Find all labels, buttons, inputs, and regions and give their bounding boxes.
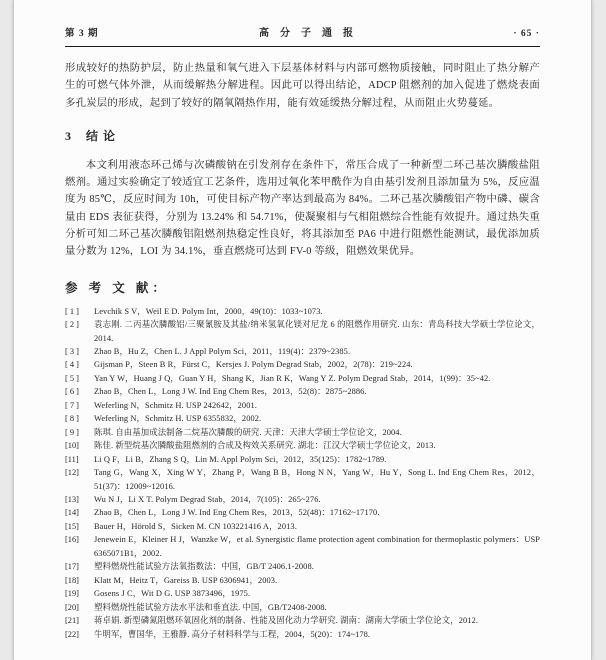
reference-label: [22]: [65, 629, 79, 639]
section-heading-conclusion: [65, 127, 540, 144]
reference-label: [14]: [65, 508, 79, 518]
reference-item: [65, 305, 540, 318]
reference-text: 袁志刚. 二丙基次膦酸铝/三聚氰胺及其盐/纳米氢氧化镁对尼龙 6 的阻燃作用研究. 山东：青岛科技大学硕士学位论文，2014.: [94, 320, 540, 343]
reference-item: [65, 412, 540, 425]
reference-item: [65, 399, 540, 412]
reference-item: [65, 358, 540, 371]
reference-label: [10]: [65, 441, 79, 451]
reference-text: 牛明军，曹国华，王雅静. 高分子材料科学与工程，2004，5(20)：174~178.: [94, 629, 371, 639]
reference-item: [65, 493, 540, 506]
reference-label: [ 7 ]: [65, 400, 79, 410]
reference-text: Gijsman P，Steen B R，Fürst C，Kersjes J. Polym Degrad Stab，2002，2(78)：219~224.: [94, 360, 413, 370]
reference-text: Zhao B，Hu Z，Chen L. J Appl Polym Sci，2011，119(4)：2379~2385.: [94, 347, 351, 357]
reference-item: [65, 587, 540, 600]
reference-text: 蒋卓娟. 新型磷氮阻燃环氧固化剂的制备、性能及固化动力学研究. 湖南：湖南大学硕士学位论文，2012.: [94, 616, 479, 626]
reference-label: [ 2 ]: [65, 320, 79, 330]
reference-item: [65, 439, 540, 452]
reference-item: [65, 533, 540, 560]
references-list: [65, 305, 540, 641]
reference-item: [65, 520, 540, 533]
reference-label: [11]: [65, 454, 79, 464]
reference-text: 陈佳. 新型烷基次膦酸盐阻燃剂的合成及构效关系研究. 湖北：江汉大学硕士学位论文，2013.: [94, 441, 436, 451]
header-rule: [65, 46, 540, 47]
reference-item: [65, 318, 540, 345]
reference-text: Yan Y W，Huang J Q，Guan Y H，Shang K，Jian R K，Wang Y Z. Polym Degrad Stab，2014，1(99)：35~42.: [94, 373, 491, 383]
reference-item: [65, 345, 540, 358]
reference-label: [16]: [65, 535, 79, 545]
conclusion-paragraph: 本文利用液态环己烯与次磷酸钠在引发剂存在条件下，常压合成了一种新型二环己基次膦酸盐阻燃剂。通过实验确定了较适宜工艺条件，选用过氧化苯甲酰作为自由基引发剂且添加量为 5%，反应温度为 85℃，反应时间为 10h，可使目标产物产率达到最高为 84%。二环己基次膦酸铝产物中磷、碳含量由 EDS 表征获得，分别为 13.24% 和 54.71%，使凝聚相与气相阻燃综合性能有效提升。通过热失重分析可知二环己基次膦酸铝阻燃剂热稳定性良好，将其添加至 PA6 中进行阻燃性能测试，最优添加质量分数为 12%，LOI 为 34.1%，垂直燃烧可达到 FV-0 等级，阻燃效果优异。: [65, 159, 540, 258]
reference-text: Weferling N，Schmitz H. USP 6355832，2002.: [94, 414, 262, 424]
reference-item: [65, 385, 540, 398]
reference-text: Zhao B，Chen L，Long J W. Ind Eng Chem Res，2013，52(48)：17162~17170.: [94, 508, 380, 518]
page-content: [14, 0, 591, 641]
paper-page: [13, 0, 592, 660]
reference-text: Weferling N，Schmitz H. USP 242642，2001.: [94, 400, 257, 410]
reference-text: Levchik S V，Weil E D. Polym Int，2000，49(10)：1033~1073.: [94, 306, 323, 316]
reference-text: 塑料燃烧性能试验方法水平法和垂直法. 中国，GB/T2408-2008.: [94, 602, 327, 612]
reference-item: [65, 628, 540, 641]
reference-text: 塑料燃烧性能试验方法氧指数法：中国，GB/T 2406.1-2008.: [94, 562, 314, 572]
reference-text: Jenewein E，Kleiner H J，Wanzke W，et al. Synergistic flame protection agent combination for thermoplastic polymers：USP 6365071B1，2002.: [94, 535, 540, 558]
reference-label: [15]: [65, 521, 79, 531]
section-number: 3: [65, 128, 72, 143]
reference-text: Wu N J，Li X T. Polym Degrad Stab，2014，7(105)：265~276.: [94, 495, 321, 505]
reference-label: [17]: [65, 562, 79, 572]
reference-text: Gosens J C，Wit D G. USP 3873496，1975.: [94, 589, 251, 599]
reference-label: [ 5 ]: [65, 373, 79, 383]
references-heading: 参 考 文 献：: [65, 280, 169, 295]
reference-label: [19]: [65, 589, 79, 599]
reference-item: [65, 426, 540, 439]
journal-title: 高分子通报: [258, 28, 364, 39]
reference-label: [ 3 ]: [65, 347, 79, 357]
reference-label: [ 8 ]: [65, 414, 79, 424]
reference-item: [65, 614, 540, 627]
reference-item: [65, 466, 540, 493]
reference-label: [ 6 ]: [65, 387, 79, 397]
reference-label: [12]: [65, 468, 79, 478]
reference-text: Klatt M，Heitz T，Gareiss B. USP 6306941，2003.: [94, 575, 278, 585]
reference-item: [65, 601, 540, 614]
reference-text: Li Q F，Li B，Zhang S Q，Lin M. Appl Polym Sci，2012，35(125)：1782~1789.: [94, 454, 387, 464]
reference-text: Zhao B，Chen L，Long J W. Ind Eng Chem Res，2013，52(8)：2875~2886.: [94, 387, 367, 397]
reference-item: [65, 560, 540, 573]
reference-label: [ 4 ]: [65, 360, 79, 370]
reference-text: Bauer H，Hörold S，Sicken M. CN 103221416 A，2013.: [94, 521, 297, 531]
section-title: 结 论: [86, 128, 117, 143]
reference-label: [20]: [65, 602, 79, 612]
reference-item: [65, 574, 540, 587]
page-number: · 65 ·: [513, 29, 540, 39]
issue-number: 第 3 期: [65, 29, 99, 39]
reference-label: [ 1 ]: [65, 306, 79, 316]
reference-label: [18]: [65, 575, 79, 585]
reference-label: [ 9 ]: [65, 427, 79, 437]
running-header: [65, 24, 540, 39]
reference-label: [21]: [65, 616, 79, 626]
reference-label: [13]: [65, 495, 79, 505]
reference-item: [65, 506, 540, 519]
reference-text: Tang G，Wang X，Xing W Y，Zhang P，Wang B B，Hong N N，Yang W，Hu Y，Song L. Ind Eng Chem Res，2012，51(37)：12009~12016.: [94, 468, 540, 491]
reference-text: 陈琪. 自由基加成法制备二烷基次膦酸的研究. 天津：天津大学硕士学位论文，2004.: [94, 427, 402, 437]
body-paragraph-continued: 形成较好的热防护层，防止热量和氧气进入下层基体材料与内部可燃物质接触，同时阻止了热分解产生的可燃气体外泄，从而缓解热分解进程。因此可以得出结论，ADCP 阻燃剂的加入促进了燃烧表面多孔炭层的形成，起到了较好的隔氧隔热作用，能有效延缓热分解过程，从而阻止火势蔓延。: [65, 63, 540, 109]
reference-item: [65, 372, 540, 385]
reference-item: [65, 453, 540, 466]
